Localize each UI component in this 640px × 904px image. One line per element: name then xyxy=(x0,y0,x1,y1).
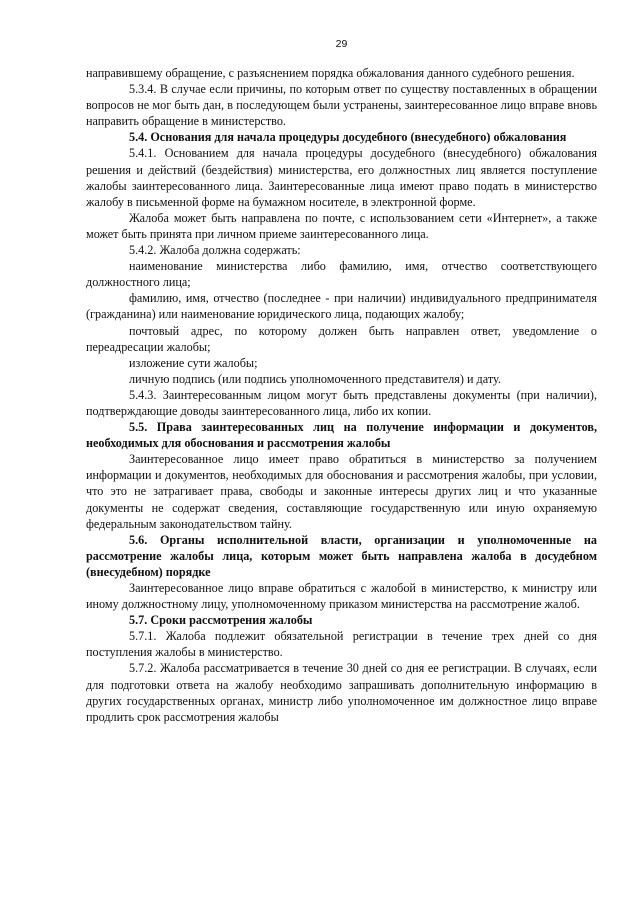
paragraph: 5.7.1. Жалоба подлежит обязательной регистрации в течение трех дней со дня поступления жалобы в министерство. xyxy=(86,629,597,660)
paragraph: Жалоба может быть направлена по почте, с использованием сети «Интернет», а также может быть принята при личном приеме заинтересованного лица. xyxy=(86,210,597,241)
section-heading: 5.5. Права заинтересованных лиц на получение информации и документов, необходимых для обоснования и рассмотрения жалобы xyxy=(86,420,597,451)
paragraph: Заинтересованное лицо вправе обратиться с жалобой в министерство, к министру или иному должностному лицу, уполномоченному приказом министерства на рассмотрение жалоб. xyxy=(86,581,597,612)
paragraph: почтовый адрес, по которому должен быть направлен ответ, уведомление о переадресации жалобы; xyxy=(86,323,597,354)
paragraph: 5.3.4. В случае если причины, по которым ответ по существу поставленных в обращении вопросов не мог быть дан, в последующем были устранены, заинтересованное лицо вправе вновь направить обращение в министерство. xyxy=(86,82,597,129)
paragraph: 5.4.2. Жалоба должна содержать: xyxy=(129,243,301,258)
page-number: 29 xyxy=(335,38,348,50)
document-body xyxy=(86,65,597,725)
section-heading: 5.7. Сроки рассмотрения жалобы xyxy=(129,613,313,628)
paragraph: 5.4.3. Заинтересованным лицом могут быть представлены документы (при наличии), подтверждающие доводы заинтересованного лица, либо их копии. xyxy=(86,387,597,418)
section-heading: 5.6. Органы исполнительной власти, организации и уполномоченные на рассмотрение жалобы лица, которым может быть направлена жалоба в досудебном (внесудебном) порядке xyxy=(86,532,597,579)
paragraph: фамилию, имя, отчество (последнее - при наличии) индивидуального предпринимателя (гражданина) или наименование юридического лица, подающих жалобу; xyxy=(86,291,597,322)
paragraph: Заинтересованное лицо имеет право обратиться в министерство за получением информации и документов, необходимых для обоснования и рассмотрения жалобы, при условии, что это не затрагивает права, свободы и законные интересы других лиц и что указанные документы не содержат сведения, составляющие государственную или иную охраняемую федеральным законодательством тайну. xyxy=(86,452,597,531)
paragraph: личную подпись (или подпись уполномоченного представителя) и дату. xyxy=(129,371,501,386)
paragraph: направившему обращение, с разъяснением порядка обжалования данного судебного решения. xyxy=(86,66,575,80)
section-heading: 5.4. Основания для начала процедуры досудебного (внесудебного) обжалования xyxy=(129,130,567,145)
paragraph: изложение сути жалобы; xyxy=(129,355,258,370)
paragraph: наименование министерства либо фамилию, имя, отчество соответствующего должностного лица; xyxy=(86,259,597,290)
paragraph: 5.7.2. Жалоба рассматривается в течение 30 дней со дня ее регистрации. В случаях, если для подготовки ответа на жалобу необходимо запрашивать дополнительную информацию в других государственных органах, министр либо уполномоченное им должностное лицо вправе продлить срок рассмотрения жалобы xyxy=(86,661,597,724)
paragraph: 5.4.1. Основанием для начала процедуры досудебного (внесудебного) обжалования решения и действий (бездействия) министерства, его должностных лиц является поступление жалобы заинтересованного лица. Заинтересованные лица имеют право подать в министерство жалобу в письменной форме на бумажном носителе, в электронной форме. xyxy=(86,146,597,209)
